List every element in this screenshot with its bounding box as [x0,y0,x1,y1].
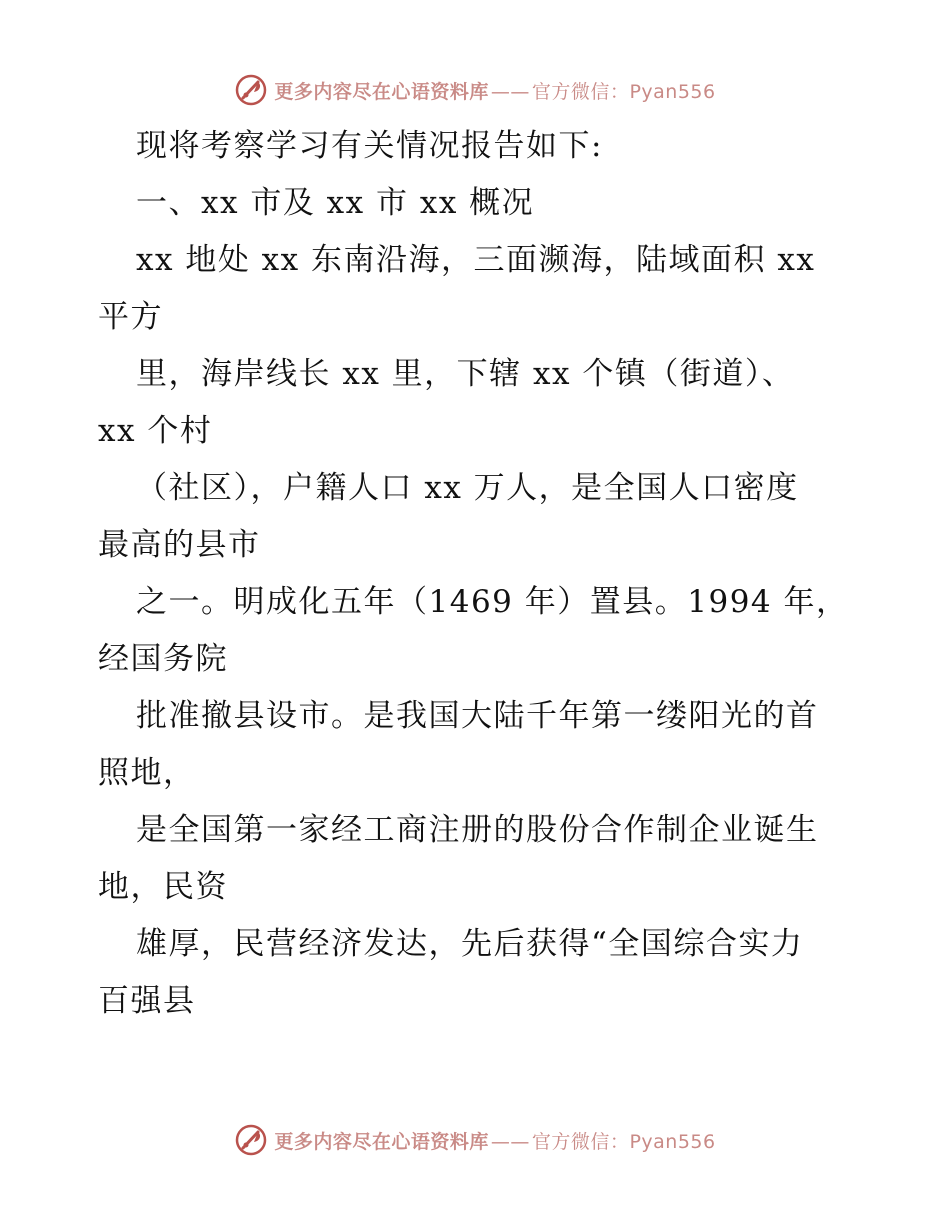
body-line: 百强县 [98,983,196,1019]
body-line: 雄厚，民营经济发达，先后获得“全国综合实力 [136,926,804,962]
footer-banner [0,1120,950,1160]
header-separator: —— [490,80,530,103]
header-banner-text [274,77,715,104]
document-body [98,118,858,1030]
footer-brand: 更多内容尽在心语资料库 [274,1130,489,1153]
body-line: （社区），户籍人口 xx 万人，是全国人口密度 [136,470,799,506]
header-banner [0,70,950,110]
body-line: 现将考察学习有关情况报告如下: [136,128,603,164]
footer-wechat-label: 官方微信： [531,1130,630,1153]
section-heading: 一、xx 市及 xx 市 xx 概况 [136,185,535,221]
body-line: 地，民资 [98,869,228,905]
footer-banner-text [274,1127,715,1154]
header-wechat-id: Pyan556 [629,80,716,103]
body-line: 批准撤县设市。是我国大陆千年第一缕阳光的首 [136,698,819,734]
footer-separator: —— [490,1130,530,1153]
body-line: 里，海岸线长 xx 里，下辖 xx 个镇（街道）、 [136,356,795,392]
footer-wechat-id: Pyan556 [629,1130,716,1153]
body-line: 平方 [98,299,163,335]
header-wechat-label: 官方微信： [531,80,630,103]
body-line: xx 个村 [98,413,213,449]
feather-pen-logo-icon [234,1123,268,1157]
body-line: 最高的县市 [98,527,261,563]
body-line: xx 地处 xx 东南沿海，三面濒海，陆域面积 xx [136,242,816,278]
body-line: 是全国第一家经工商注册的股份合作制企业诞生 [136,812,819,848]
header-brand: 更多内容尽在心语资料库 [274,80,489,103]
body-line: 经国务院 [98,641,228,677]
body-line: 之一。明成化五年（1469 年）置县。1994 年， [136,584,849,620]
feather-pen-logo-icon [234,73,268,107]
body-line: 照地， [98,755,196,791]
